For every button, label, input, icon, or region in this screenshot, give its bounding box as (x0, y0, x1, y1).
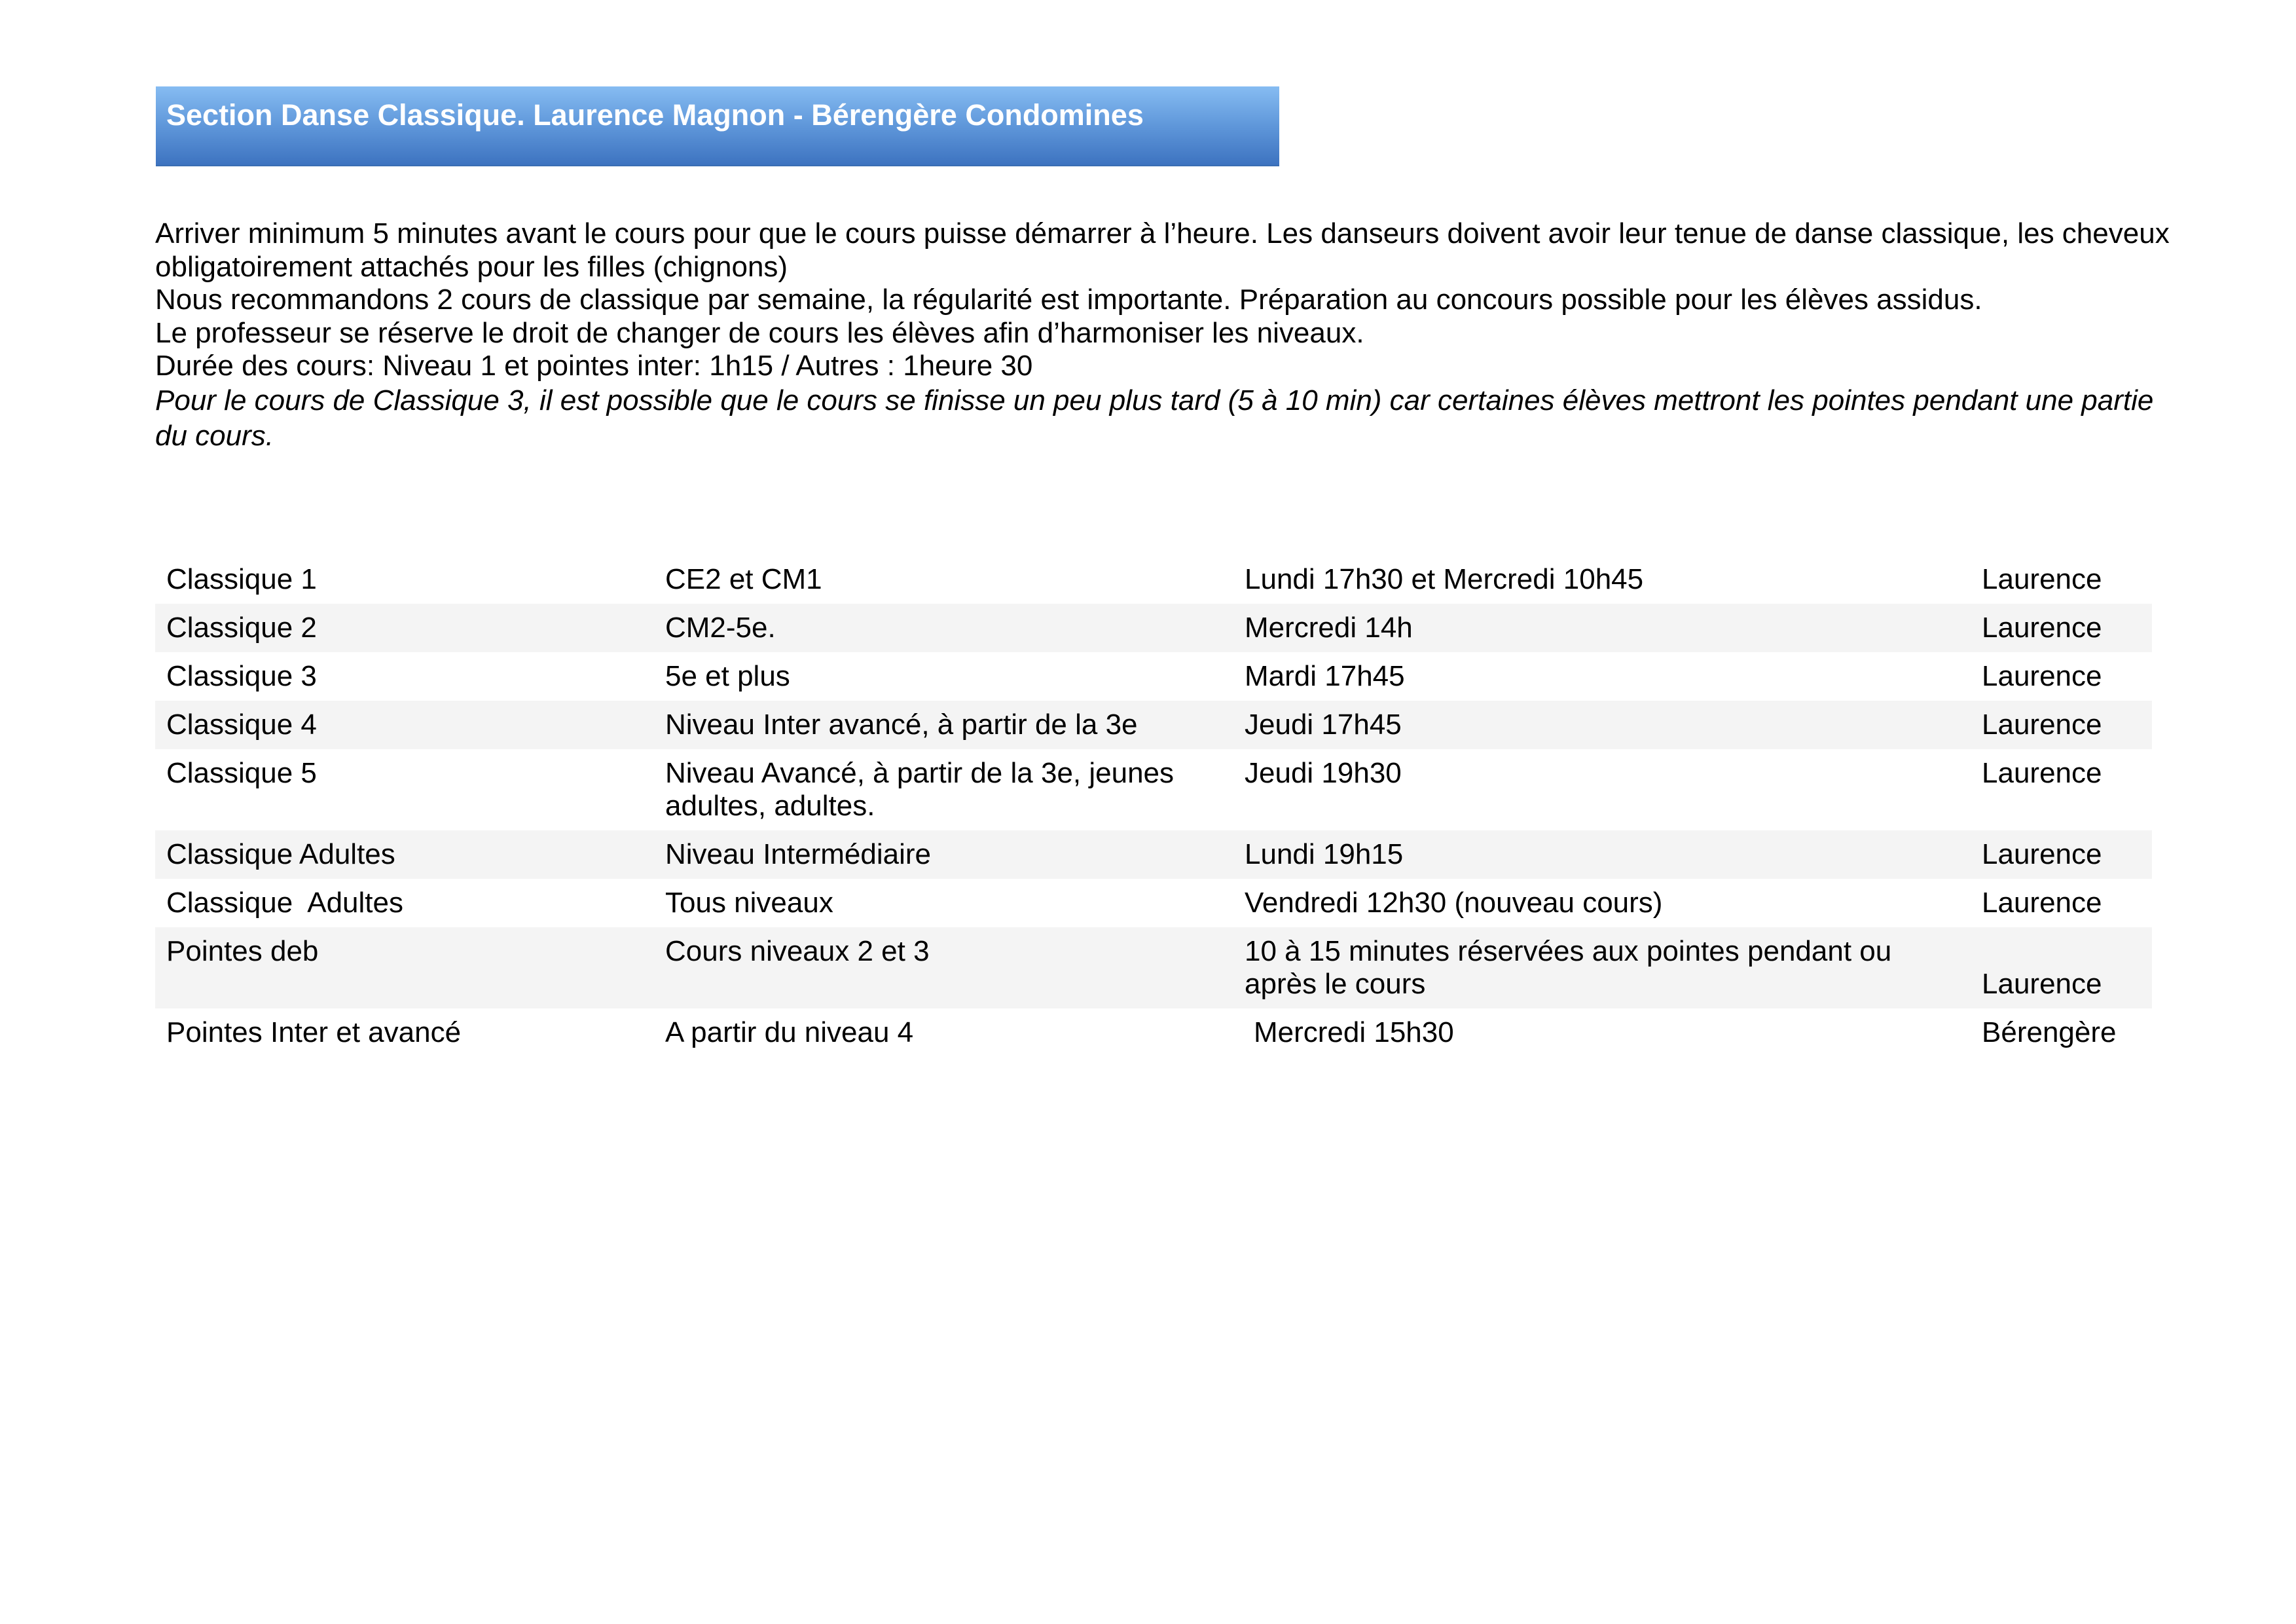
table-row (155, 555, 2152, 604)
intro-line: Le professeur se réserve le droit de changer de cours les élèves afin d’harmoniser les niveaux. (155, 316, 1364, 349)
intro-line: Arriver minimum 5 minutes avant le cours pour que le cours puisse démarrer à l’heure. Les danseurs doivent avoir leur tenue de danse classique, les cheveux obligatoirement attachés pour les filles (chignons) (155, 217, 2170, 283)
intro-line: Nous recommandons 2 cours de classique par semaine, la régularité est importante. Préparation au concours possible pour les élèves assidus. (155, 284, 1982, 316)
teacher-name: Laurence (1982, 887, 2102, 919)
schedule-table (155, 555, 2152, 1057)
course-name: Classique 2 (166, 612, 317, 644)
course-level: 5e et plus (665, 660, 790, 692)
course-time: Mardi 17h45 (1245, 660, 1405, 692)
course-time: Jeudi 17h45 (1245, 709, 1402, 741)
course-level: Niveau Inter avancé, à partir de la 3e (665, 709, 1138, 741)
course-name: Pointes deb (166, 935, 319, 967)
teacher-name: Laurence (1982, 612, 2102, 644)
teacher-name: Bérengère (1982, 1016, 2117, 1048)
course-time: Mercredi 15h30 (1254, 1016, 1454, 1048)
course-level: Niveau Avancé, à partir de la 3e, jeunes adultes, adultes. (665, 757, 1175, 822)
table-row (155, 749, 2152, 830)
table-row (155, 701, 2152, 749)
section-header (156, 86, 1279, 166)
course-name: Classique 4 (166, 709, 317, 741)
section-title: Section Danse Classique. Laurence Magnon - Bérengère Condomines (166, 98, 1144, 132)
course-teacher (1971, 749, 2152, 830)
table-row (155, 604, 2152, 652)
course-teacher (1971, 555, 2152, 604)
table-row (155, 652, 2152, 701)
teacher-name: Laurence (1982, 563, 2102, 595)
course-teacher (1971, 1008, 2152, 1057)
table-row (155, 927, 2152, 1008)
course-name: Classique 3 (166, 660, 317, 692)
course-name: Pointes Inter et avancé (166, 1016, 462, 1048)
intro-text (155, 217, 2172, 454)
course-time: Jeudi 19h30 (1245, 757, 1402, 789)
course-teacher (1971, 604, 2152, 652)
teacher-name: Laurence (1982, 709, 2102, 741)
table-row (155, 830, 2152, 879)
course-name: Classique 1 (166, 563, 317, 595)
teacher-name: Laurence (1982, 838, 2102, 870)
course-teacher (1971, 652, 2152, 701)
course-time: Lundi 17h30 et Mercredi 10h45 (1245, 563, 1644, 595)
course-level: CM2-5e. (665, 612, 776, 644)
course-time: Vendredi 12h30 (nouveau cours) (1245, 887, 1663, 919)
course-teacher (1971, 830, 2152, 879)
teacher-name: Laurence (1982, 968, 2102, 1000)
course-level: Tous niveaux (665, 887, 833, 919)
course-level: A partir du niveau 4 (665, 1016, 914, 1048)
course-level: Cours niveaux 2 et 3 (665, 935, 930, 967)
course-name: Classique Adultes (166, 838, 395, 870)
course-time: Mercredi 14h (1245, 612, 1413, 644)
course-time: 10 à 15 minutes réservées aux pointes pendant ou après le cours (1245, 935, 1892, 1000)
course-name: Classique 5 (166, 757, 317, 789)
table-row (155, 879, 2152, 927)
course-level: Niveau Intermédiaire (665, 838, 931, 870)
course-name: Classique Adultes (166, 887, 403, 919)
course-time: Lundi 19h15 (1245, 838, 1404, 870)
course-teacher (1971, 701, 2152, 749)
intro-line: Durée des cours: Niveau 1 et pointes inter: 1h15 / Autres : 1heure 30 (155, 350, 1033, 382)
teacher-name: Laurence (1982, 757, 2102, 789)
course-level: CE2 et CM1 (665, 563, 822, 595)
table-row (155, 1008, 2152, 1057)
course-teacher (1971, 879, 2152, 927)
course-teacher (1971, 927, 2152, 1008)
intro-note: Pour le cours de Classique 3, il est possible que le cours se finisse un peu plus tard (5 à 10 min) car certaines élèves mettront les pointes pendant une partie du cours. (155, 384, 2154, 452)
teacher-name: Laurence (1982, 660, 2102, 692)
